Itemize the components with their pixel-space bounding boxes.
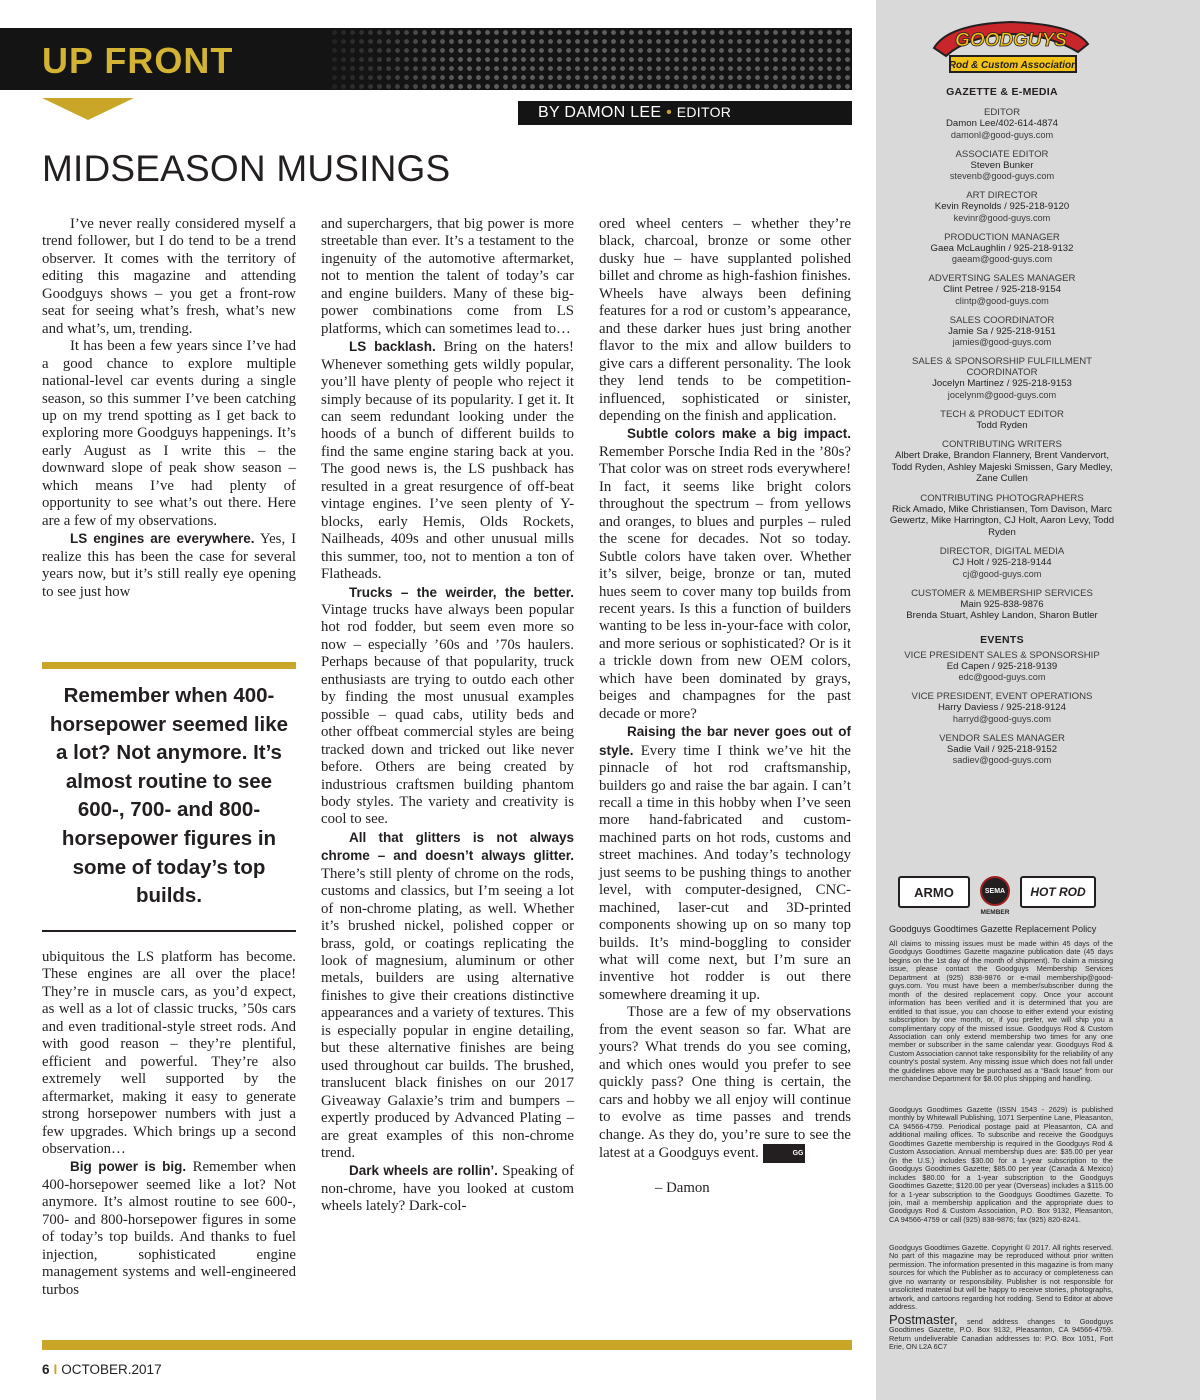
subhead: Subtle colors make a big impact. [627,426,851,442]
staff-names: Brenda Stuart, Ashley Landon, Sharon Butler [906,610,1098,621]
paragraph-text: There’s still plenty of chrome on the rods, customs and classics, but I’m seeing a lot of non-chrome plating, as well. Whether it’s brushed nickel, polished copper or brass, gold, or coatings replicating the look of magnesium, aluminum or other metals, builders are using alternative finishes to give their creations distinctive appearances and a variety of textures. This is especially popular in engine detailing, but these alternative finishes are being used throughout car builds. The brushed, translucent black finishes on our 2017 Giveaway Galaxie’s trim and bumpers – expertly produced by Advanced Plating – are great examples of this non-chrome trend. [321,865,574,1162]
staff-entry [884,107,1120,141]
paragraph: ored wheel centers – whether they’re black, charcoal, bronze or some other dusky hue – have supplanted polished billet and chrome as high-fashion finishes. Wheels have always been defining features for a rod or custom’s appearance, and these darker hues just bring another flavor to the mix and allow builders to give cars a different personality. The look they lend tends to be competition-influenced, sophisticated or sinister, depending on the finish and application. [599,216,851,424]
paragraph-text: Those are a few of my observations from the event season so far. What are yours? What trends do you see coming, and which ones would you prefer to see quickly pass? One thing is certain, the cars and hobby we all enjoy will continue to evolve as time passes and trends change. As they do, you’re sure to see the latest at a Goodguys event. [599,1004,851,1162]
paragraph-text: It has been a few years since I’ve had a good chance to explore multiple national-level car events during a single season, so this summer I’ve been catching up on my trend spotting as I get back to exploring more Goodguys happenings. It’s early August as I write this – the downward slope of peak show season – which means I’ve had plenty of opportunity to see what’s out there. Here are a few of my observations. [42,338,296,529]
staff-email[interactable]: damonl@good-guys.com [950,129,1054,140]
staff-entry [884,190,1120,224]
staff-email[interactable]: jocelynm@good-guys.com [947,389,1057,400]
logo-subtitle: Rod & Custom Association [948,60,1078,71]
article-headline: MIDSEASON MUSINGS [42,148,451,189]
staff-entry [884,409,1120,432]
paragraph [321,1162,574,1215]
staff-role: CONTRIBUTING WRITERS [942,439,1062,450]
staff-role: ART DIRECTOR [966,190,1038,201]
sema-badge: SEMA [980,876,1010,906]
footer-separator: I [53,1362,58,1377]
paragraph: and superchargers, that big power is more streetable than ever. It’s a testament to the ingenuity of the automotive aftermarket, not to mention the talent of today’s car and engine builders. Many of these big-power combinations come from LS platforms, which can sometimes lead to… [321,216,574,337]
policy-title: Goodguys Goodtimes Gazette Replacement Policy [889,924,1097,934]
staff-entry [884,733,1120,767]
staff-email[interactable]: clintp@good-guys.com [955,295,1049,306]
staff-email[interactable]: jamies@good-guys.com [952,337,1052,347]
staff-names: Albert Drake, Brandon Flannery, Brent Vandervort, Todd Ryden, Ashley Majeski Smissen, Gary Medley, Zane Cullen [891,450,1113,484]
paragraph [321,829,574,1163]
paragraph [42,1158,296,1299]
footer-gold-rule [42,1340,852,1350]
subhead: Big power is big. [70,1159,187,1175]
pull-quote: Remember when 400-horsepower seemed like a lot? Not anymore. It’s almost routine to see 600-, 700- and 800-horsepower figures in some of today’s top builds. [49,684,289,908]
staff-role: EDITOR [983,107,1021,118]
staff-role: VENDOR SALES MANAGER [939,732,1065,744]
staff-role: VICE PRESIDENT, EVENT OPERATIONS [911,691,1093,702]
paragraph-text: Every time I think we’ve hit the pinnacle of hot rod craftsmanship, builders go and raise the bar again. I can’t recall a time in this hobby when I’ve seen more hand-fabricated and custom-machined parts on hot rods, customs and street machines. And today’s technology just seems to be pushing things to another level, with computer-designed, CNC-machined, laser-cut and 3D-printed components showing up on so many top builds. It’s mind-boggling to consider what will come next, but I’m sure an inventive hot rodder is out there somewhere dreaming it up. [599,742,851,1003]
paragraph-text: Speaking of non-chrome, have you looked at custom wheels lately? Dark-col- [321,1163,574,1215]
staff-name: Damon Lee/402-614-4874 [945,118,1058,129]
subhead: Dark wheels are rollin’. [349,1163,498,1179]
paragraph [599,723,851,1004]
postmaster-text [889,1312,1113,1352]
staff-name: Main 925-838-9876 [960,598,1044,610]
staff-name: Steven Bunker [970,159,1034,171]
copyright-text: Goodguys Goodtimes Gazette. Copyright © 2017. All rights reserved. No part of this magazine may be reproduced without prior written permission. The information presented in this magazine is from many sources for which the Publisher as to accuracy or completeness can give no warranty or responsibility. Publisher is not responsible for unsolicited material but will be happy to receive stories, photographs, artwork, and cartoons regarding hot rodding. Send to Editor at above address. [889,1243,1113,1312]
staff-role: ASSOCIATE EDITOR [955,148,1049,160]
article-column-3 [599,216,851,1198]
end-mark-icon: GG [763,1144,806,1163]
staff-email[interactable]: edc@good-guys.com [958,672,1046,682]
staff-email[interactable]: stevenb@good-guys.com [949,171,1055,181]
staff-email[interactable]: kevinr@good-guys.com [953,212,1051,223]
byline-dot: • [666,104,672,121]
affiliation-badges [898,876,1098,916]
paragraph-text: Vintage trucks have always been popular hot rod fodder, but seem even more so now – especially ’60s and ’70s haulers. Perhaps because of that popularity, truck enthusiasts are trying to outdo each other by finding the most unusual examples possible – quad cabs, utility beds and other offbeat commercial styles are being tracked down and tricked out like never before. Others are being created by industrious craftsmen building phantom body styles. The variety and creativity is cool to see. [321,601,574,828]
issue-date: OCTOBER.2017 [61,1362,162,1377]
staff-role: ADVERTSING SALES MANAGER [928,273,1076,284]
pullquote-bottom-rule [42,930,296,932]
staff-entry [884,356,1120,401]
paragraph [42,338,296,530]
staff-email[interactable]: cj@good-guys.com [962,568,1042,579]
staff-listing [884,86,1120,774]
paragraph: I’ve never really considered myself a trend follower, but I do tend to be a trend observer. It comes with the territory of editing this magazine and attending Goodguys shows – you get a front-row seat for seeing what’s fresh, what’s new and what’s, um, trending. [42,216,296,337]
byline-name: BY DAMON LEE [538,104,662,121]
paragraph: ubiquitous the LS platform has become. These engines are all over the place! They’re in muscle cars, as you’d expect, as well as a lot of classic trucks, ’50s cars and even traditional-style street rods. And with good reason – they’re plentiful, efficient and powerful. They’re also extremely well supported by the aftermarket, making it easy to generate strong horsepower numbers with just a few upgrades. Which brings up a second observation… [42,949,296,1157]
staff-name: Ed Capen / 925-218-9139 [946,660,1058,672]
staff-entry [884,149,1120,183]
staff-name: Clint Petree / 925-218-9154 [943,284,1061,295]
subhead: All that glitters is not always chrome – and doesn’t always glitter. [321,829,574,864]
paragraph-text: Remember Porsche India Red in the ’80s? That color was on street rods everywhere! In fact, it seems like bright colors throughout the spectrum – from yellows and oranges, to blues and purples – ruled the scene for decades. Not so today. Subtle colors have taken over. Whether it’s silver, beige, bronze or tan, muted hues seem to cover many top builds from recent years. Is this a function of builders wanting to be less in-your-face with color, and more serious or sophisticated? Or is it a trickle down from new OEM colors, which have been dominated by grays, beiges and champagnes for the past decade or more? [599,443,851,722]
paragraph-text: Remember when 400-horsepower seemed like a lot? Not anymore. It’s almost routine to see 600-, 700- and 800-horsepower figures in some of today’s top builds. And thanks to fuel injection, sophisticated engine management systems and well-engineered turbos [42,1159,296,1298]
staff-entry [884,273,1120,307]
staff-role: SALES & SPONSORSHIP FULFILLMENT [911,356,1093,367]
staff-role: CUSTOMER & MEMBERSHIP SERVICES [911,587,1093,599]
sema-member-label: MEMBER [980,909,1010,916]
staff-email[interactable]: harryd@good-guys.com [952,713,1052,724]
staff-name: Kevin Reynolds / 925-218-9120 [934,201,1070,212]
staff-name: CJ Holt / 925-218-9144 [952,557,1052,568]
staff-role: CONTRIBUTING PHOTOGRAPHERS [920,492,1084,504]
paragraph-text: Yes, I realize this has been the case for several years now, but it’s still really eye opening to see just how [42,531,296,600]
staff-entry [884,315,1120,349]
staff-role: COORDINATOR [966,367,1038,378]
paragraph-text: Bring on the haters! Whenever something gets wildly popular, you’ll have plenty of people who reject it simply because of its popularity. I get it. It can seem redundant looking under the hoods of a bunch of different builds to find the same engine staring back at you. The good news is, the LS pushback has resulted in a great resurgence of off-beat vintage engines. I’ve seen plenty of Y-blocks, early Hemis, Olds Rockets, Nailheads, 409s and other unusual mills this summer, too, not to mention a ton of Flatheads. [321,339,574,583]
section-title: UP FRONT [42,40,234,81]
replacement-policy-text: All claims to missing issues must be made within 45 days of the Goodguys Goodtimes Gazette magazine publication date (45 days begins on the 1st day of the month of shipment). To claim a missing issue, please contact the Goodguys Membership Services Department at (925) 838-9876 or e-mail membership@good-guys.com. You must have been a member/subscriber during the month of the desired replacement copy. Once your account information has been verified and it is determined that you are entitled to that issue, you can choose to either extend your existing subscription by one month, or, if you prefer, we will ship you a complimentary copy of the missed issue. Goodguys Rod & Custom Association can only extend membership two times for any one member or subscriber in the same calendar year. Goodguys Rod & Custom Association cannot take responsibility for the reliability of any country’s postal system. Any missing issue which does not fall under the guidelines above may be purchased as a “Back Issue” from our merchandise Department for $8.00 plus shipping and handling. [889,939,1113,1084]
armo-badge: ARMO [898,876,970,908]
publication-info-text: Goodguys Goodtimes Gazette (ISSN 1543 - 2629) is published monthly by Whitewall Publishing, 1071 Serpentine Lane, Pleasanton, CA 94566-4759. Periodical postage paid at Pleasanton, CA and additional mailing offices. To subscribe and receive the Goodguys Goodtimes Gazette membership is required in the Goodguys Rod & Custom Association. Annual membership dues are: $35.00 per year (in the U.S.) includes $30.00 for a 1-year subscription to the Goodguys Goodtimes Gazette; $85.00 per year (Canada & Mexico) includes $80.00 for a 1-year subscription to the Goodguys Goodtimes Gazette; $120.00 per year (Overseas) includes a $115.00 for a 1-year subscription to the Goodguys Goodtimes Gazette. To join, mail a membership application and the appropriate dues to Goodguys Rod & Custom Association, P.O. Box 9132, Pleasanton, CA 94566-4759 or call (925) 838-9876; fax (925) 820-8241. [889,1105,1113,1224]
section-heading: EVENTS [980,633,1024,646]
signature: – Damon [655,1180,710,1197]
article-column-1-continued [42,949,296,1299]
staff-name: Jamie Sa / 925-218-9151 [948,325,1056,337]
staff-entry [884,691,1120,725]
page-footer [42,1362,162,1377]
postmaster-label: Postmaster, [889,1312,958,1327]
staff-name: Harry Daviess / 925-218-9124 [938,702,1066,713]
staff-name: Todd Ryden [976,419,1028,431]
staff-role: TECH & PRODUCT EDITOR [940,408,1064,420]
logo-wordmark: GOODGUYS [955,30,1067,51]
article-column-2 [321,216,574,1216]
paragraph [599,1004,851,1163]
postmaster-body: send address changes to Goodguys Goodtimes Gazette, P.O. Box 9132, Pleasanton, CA 94566-4759. Return undeliverable Canadian addresses to: P.O. Box 1051, Fort Erie, ON L2A 6C7 [889,1317,1113,1352]
staff-names: Rick Amado, Mike Christiansen, Tom Davison, Marc Gewertz, Mike Harrington, CJ Holt, Aaron Levy, Todd Ryden [889,503,1115,538]
paragraph [321,584,574,829]
goodguys-logo [928,18,1094,80]
staff-entry [884,439,1120,485]
paragraph [321,338,574,583]
paragraph [42,530,296,601]
staff-entry [884,650,1120,684]
hot-rod-badge: HOT ROD [1020,876,1096,908]
staff-email[interactable]: sadiev@good-guys.com [952,755,1052,765]
staff-name: Gaea McLaughlin / 925-218-9132 [930,242,1074,254]
header-fade [300,28,460,90]
pullquote-top-rule [42,662,296,669]
staff-name: Jocelyn Martinez / 925-218-9153 [932,378,1072,389]
staff-email[interactable]: gaeam@good-guys.com [951,254,1053,264]
subhead: Raising the bar never goes out of style. [599,724,851,758]
subhead: LS engines are everywhere. [70,531,255,547]
staff-role: SALES COORDINATOR [949,314,1055,326]
staff-entry [884,588,1120,622]
subhead: Trucks – the weirder, the better. [349,584,574,600]
byline-role: EDITOR [676,104,732,120]
page-number: 6 [42,1362,50,1377]
article-column-1 [42,216,296,601]
subhead: LS backlash. [349,339,436,355]
section-heading: GAZETTE & E-MEDIA [946,86,1058,98]
paragraph [599,425,851,723]
staff-entry [884,493,1120,539]
header-pointer-triangle [42,98,134,120]
section-header-band [0,28,852,90]
staff-role: VICE PRESIDENT SALES & SPONSORSHIP [904,649,1100,661]
staff-entry [884,232,1120,266]
staff-role: DIRECTOR, DIGITAL MEDIA [939,546,1065,557]
staff-role: PRODUCTION MANAGER [944,231,1060,243]
staff-entry [884,546,1120,580]
byline [518,101,852,125]
staff-name: Sadie Vail / 925-218-9152 [946,743,1058,755]
